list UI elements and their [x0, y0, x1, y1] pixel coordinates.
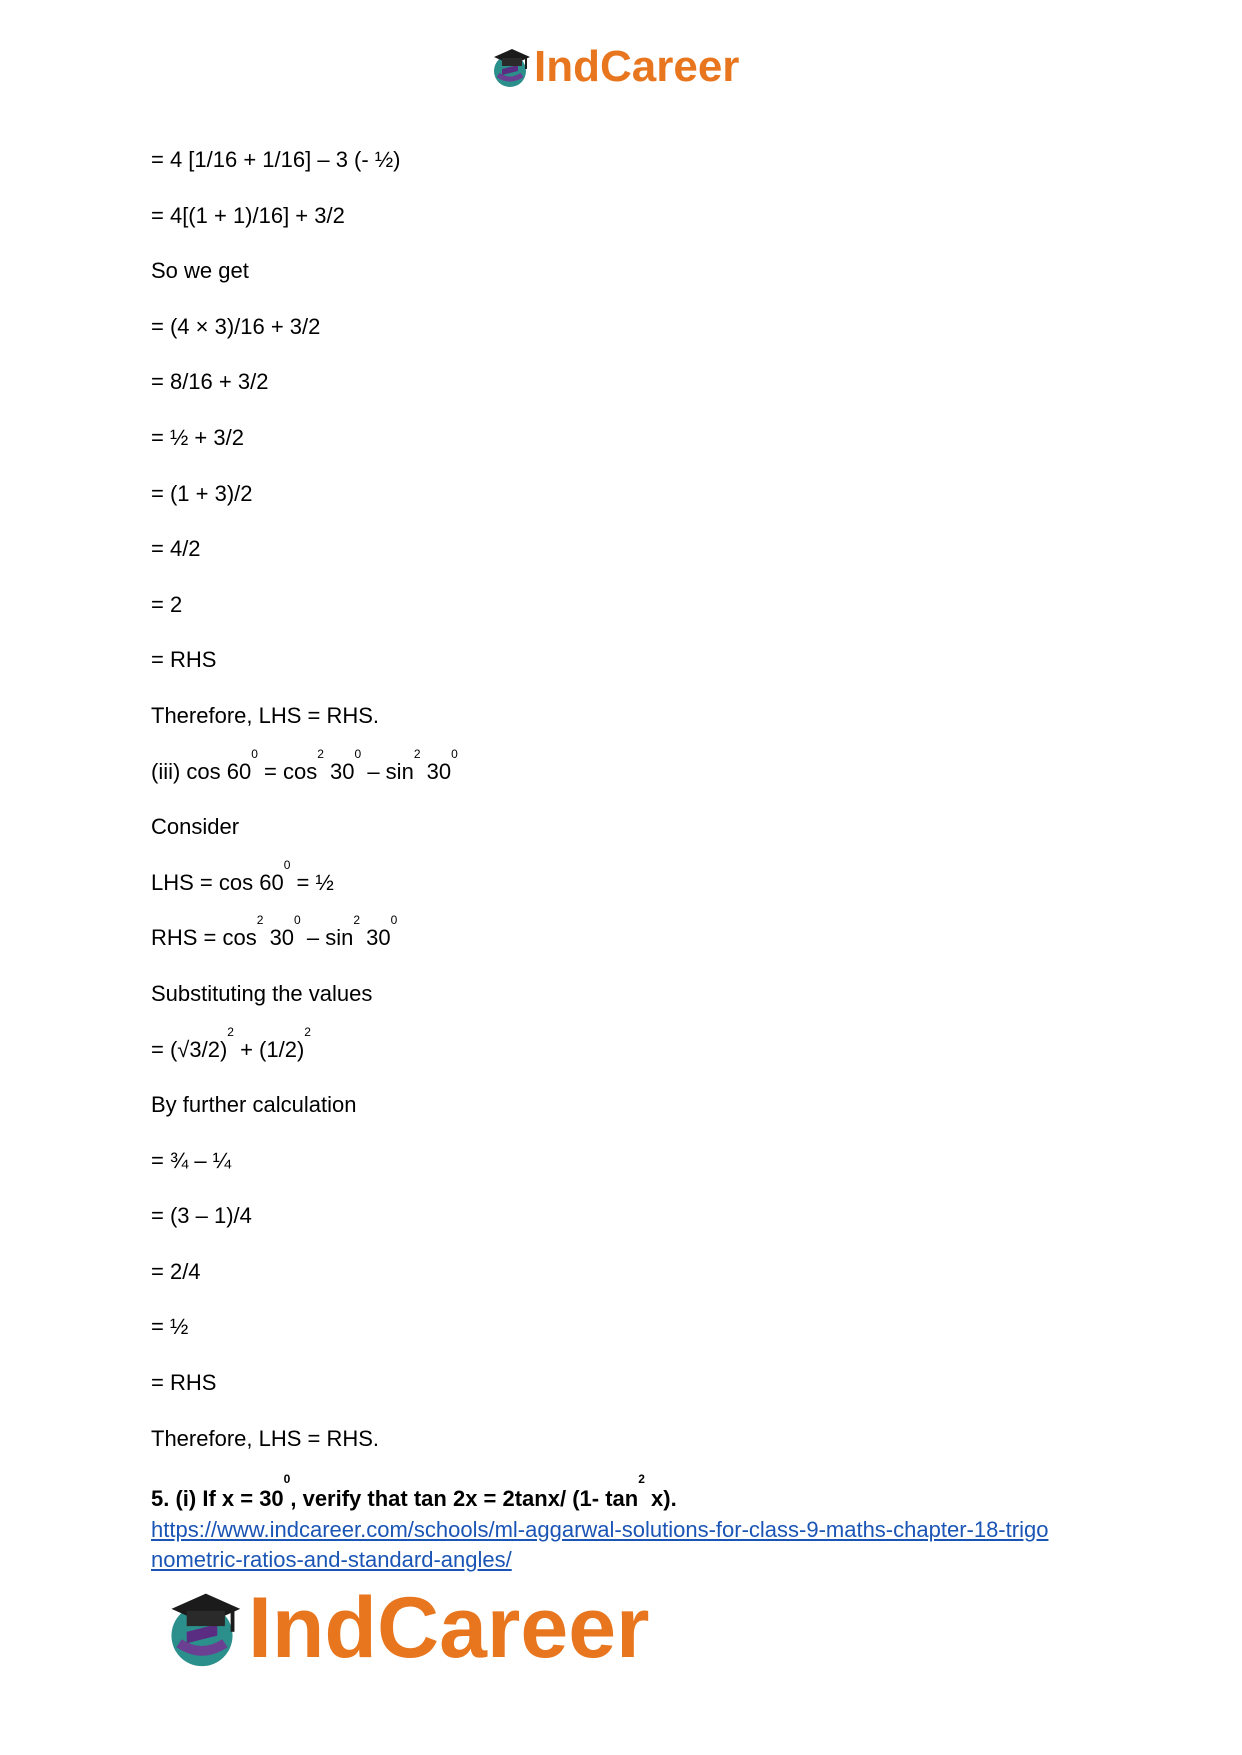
- source-link-line1[interactable]: https://www.indcareer.com/schools/ml-aggarwal-solutions-for-class-9-maths-chapter-18-trigo: [151, 1517, 1049, 1542]
- text-line: = ¾ – ¼: [151, 1147, 232, 1173]
- question-heading: 5. (i) If $x = 30^0$, verify that tan 2x = 2tanx/ (1- $\tan^2 x$).: [151, 1472, 677, 1511]
- text-line: = RHS: [151, 1370, 217, 1396]
- document-body: [151, 146, 1111, 1480]
- text-line: Therefore, LHS = RHS.: [151, 702, 380, 728]
- text-line: Therefore, LHS = RHS.: [151, 1425, 380, 1451]
- text-line: = 4 [1/16 + 1/16] – 3 (- ½): [151, 147, 401, 172]
- text-line: = 2/4: [151, 1258, 201, 1284]
- footer-logo: [160, 1580, 650, 1676]
- text-line: = (1 + 3)/2: [151, 480, 253, 506]
- rhs-line: RHS = $\cos^2 30^0 - \sin^2 30^0$: [151, 913, 398, 951]
- text-line: = 4[(1 + 1)/16] + 3/2: [151, 202, 345, 228]
- brand-name: IndCareer: [534, 42, 740, 91]
- text-line: By further calculation: [151, 1092, 357, 1118]
- text-line: = 4/2: [151, 536, 201, 562]
- source-link-line2[interactable]: nometric-ratios-and-standard-angles/: [151, 1547, 512, 1572]
- text-line: So we get: [151, 258, 249, 284]
- text-line: = ½: [151, 1314, 189, 1340]
- text-line: = (4 × 3)/16 + 3/2: [151, 313, 321, 339]
- text-line: = 8/16 + 3/2: [151, 369, 269, 395]
- text-line: = 2: [151, 591, 183, 617]
- header-logo: [488, 42, 739, 92]
- text-line: = (3 – 1)/4: [151, 1203, 252, 1229]
- text-line: = RHS: [151, 647, 217, 673]
- text-line: Substituting the values: [151, 980, 373, 1006]
- part-iii-statement: (iii) $\cos 60^0 = \cos^2 30^0 - \sin^2 30^0$: [151, 746, 458, 784]
- text-line: = ½ + 3/2: [151, 424, 244, 450]
- text-line: Consider: [151, 814, 240, 840]
- source-link[interactable]: [151, 1515, 1111, 1575]
- graduation-cap-globe-icon: [160, 1586, 244, 1670]
- graduation-cap-globe-icon: [488, 45, 532, 89]
- brand-name: IndCareer: [248, 1580, 650, 1676]
- substitution-expression: = $(√3/2)^2 + (1/2)^2$: [151, 1024, 311, 1062]
- lhs-line: LHS = $\cos 60^0$ = ½: [151, 857, 334, 895]
